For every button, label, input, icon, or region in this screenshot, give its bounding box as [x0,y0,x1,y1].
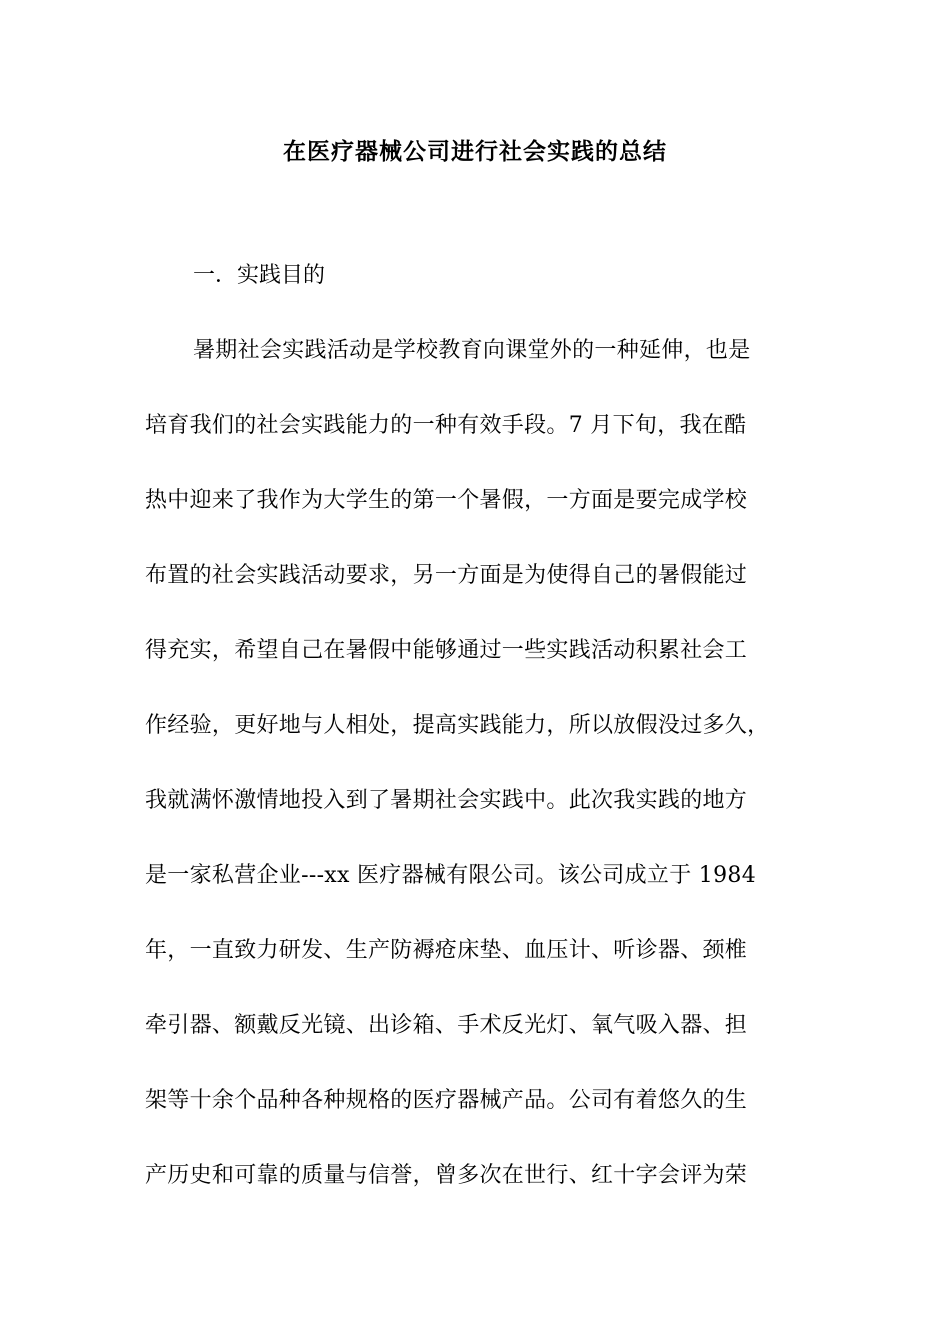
body-paragraph [145,335,815,1235]
paragraph-line: 是一家私营企业---xx 医疗器械有限公司。该公司成立于 1984 [145,863,756,888]
paragraph-line: 产历史和可靠的质量与信誉，曾多次在世行、红十字会评为荣 [145,1163,748,1188]
paragraph-line: 得充实，希望自己在暑假中能够通过一些实践活动积累社会工 [145,638,748,663]
paragraph-line: 培育我们的社会实践能力的一种有效手段。7 月下旬，我在酷 [145,413,747,438]
paragraph-line: 暑期社会实践活动是学校教育向课堂外的一种延伸，也是 [193,338,751,363]
paragraph-line: 架等十余个品种各种规格的医疗器械产品。公司有着悠久的生 [145,1088,748,1113]
paragraph-line: 我就满怀激情地投入到了暑期社会实践中。此次我实践的地方 [145,788,748,813]
paragraph-line: 牵引器、额戴反光镜、出诊箱、手术反光灯、氧气吸入器、担 [145,1013,748,1038]
paragraph-line: 布置的社会实践活动要求，另一方面是为使得自己的暑假能过 [145,563,748,588]
document-title: 在医疗器械公司进行社会实践的总结 [283,138,667,165]
paragraph-line: 作经验，更好地与人相处，提高实践能力，所以放假没过多久， [145,713,770,738]
section-heading: 一．实践目的 [193,263,326,288]
paragraph-line: 年，一直致力研发、生产防褥疮床垫、血压计、听诊器、颈椎 [145,938,748,963]
paragraph-line: 热中迎来了我作为大学生的第一个暑假，一方面是要完成学校 [145,488,748,513]
